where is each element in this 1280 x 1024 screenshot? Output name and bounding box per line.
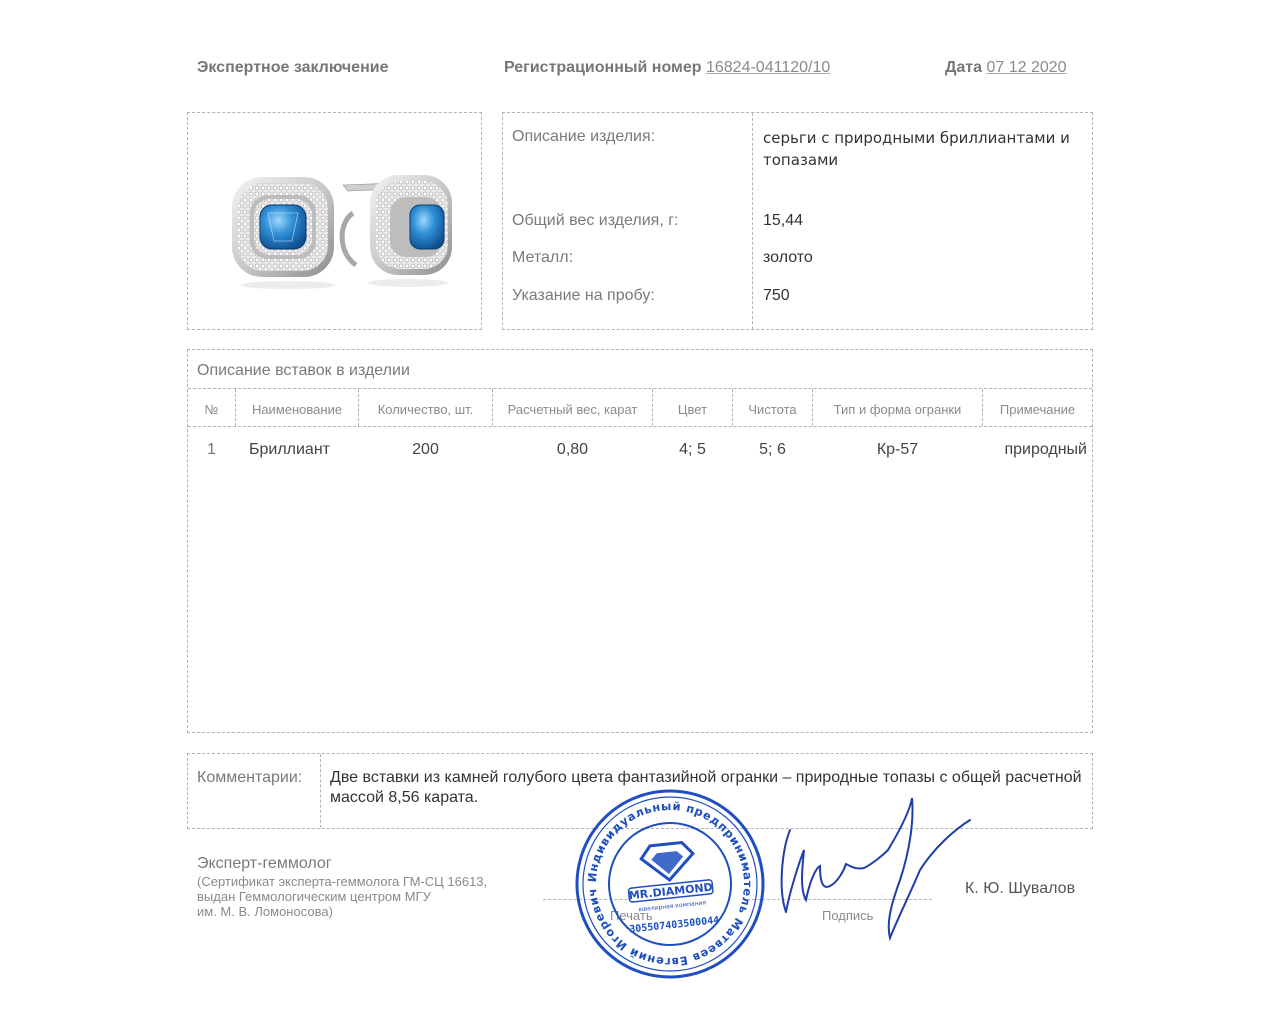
expert-name: К. Ю. Шувалов (965, 880, 1076, 897)
registration-number (504, 59, 830, 77)
svg-text:MR.DIAMOND: MR.DIAMOND (628, 880, 714, 903)
col-number: № (204, 402, 219, 417)
handwritten-signature (760, 790, 980, 950)
row-weight: 0,80 (556, 441, 589, 458)
assay-value: 750 (763, 287, 790, 304)
svg-text:Индивидуальный предприниматель: Индивидуальный предприниматель Матвеев Евгений Игоревич (584, 798, 756, 970)
assay-label: Указание на пробу: (512, 287, 655, 304)
col-cut: Тип и форма огранки (833, 402, 962, 417)
registration-value: 16824-041120/10 (705, 59, 831, 76)
expert-certificate (197, 874, 487, 919)
row-number: 1 (207, 441, 216, 458)
cert-line-3: им. М. В. Ломоносова) (197, 904, 333, 919)
weight-value: 15,44 (763, 212, 804, 229)
row-clarity: 5; 6 (759, 441, 786, 458)
col-name: Наименование (251, 402, 343, 417)
row-color: 4; 5 (679, 441, 706, 458)
col-quantity: Количество, шт. (377, 402, 474, 417)
svg-text:ювелирная компания: ювелирная компания (638, 899, 707, 914)
cert-line-1: (Сертификат эксперта-геммолога ГМ-СЦ 16613, (197, 874, 488, 889)
stamp-label: Печать (610, 908, 653, 923)
description-value: серьги с природными бриллиантами и топазами (763, 129, 1070, 169)
comments-label: Комментарии: (197, 769, 303, 786)
company-seal (572, 788, 768, 980)
date-value: 07 12 2020 (986, 59, 1067, 76)
expert-title: Эксперт-геммолог (197, 855, 332, 872)
product-photo-frame (187, 112, 482, 330)
registration-label: Регистрационный номер (504, 59, 702, 76)
cert-line-2: выдан Геммологическим центром МГУ (197, 889, 431, 904)
signature-label: Подпись (822, 908, 874, 923)
col-clarity: Чистота (748, 402, 797, 417)
row-name: Бриллиант (248, 441, 330, 458)
weight-label: Общий вес изделия, г: (512, 212, 679, 229)
document-title: Экспертное заключение (197, 59, 389, 76)
document-date (945, 59, 1067, 77)
col-color: Цвет (677, 402, 708, 417)
description-label: Описание изделия: (512, 128, 656, 145)
row-quantity: 200 (412, 441, 439, 458)
inserts-title: Описание вставок в изделии (197, 362, 410, 379)
metal-value: золото (763, 249, 813, 266)
row-cut: Кр-57 (876, 441, 919, 458)
date-label: Дата (945, 59, 983, 76)
col-note: Примечание (999, 402, 1076, 417)
earrings-photo (188, 113, 481, 329)
col-weight: Расчетный вес, карат (507, 402, 638, 417)
svg-text:305507403500044: 305507403500044 (628, 915, 720, 936)
comments-text: Две вставки из камней голубого цвета фантазийной огранки – природные топазы с общей расчетной массой 8,56 карата. (330, 769, 1082, 806)
row-note: природный (1004, 441, 1087, 458)
metal-label: Металл: (512, 249, 574, 266)
